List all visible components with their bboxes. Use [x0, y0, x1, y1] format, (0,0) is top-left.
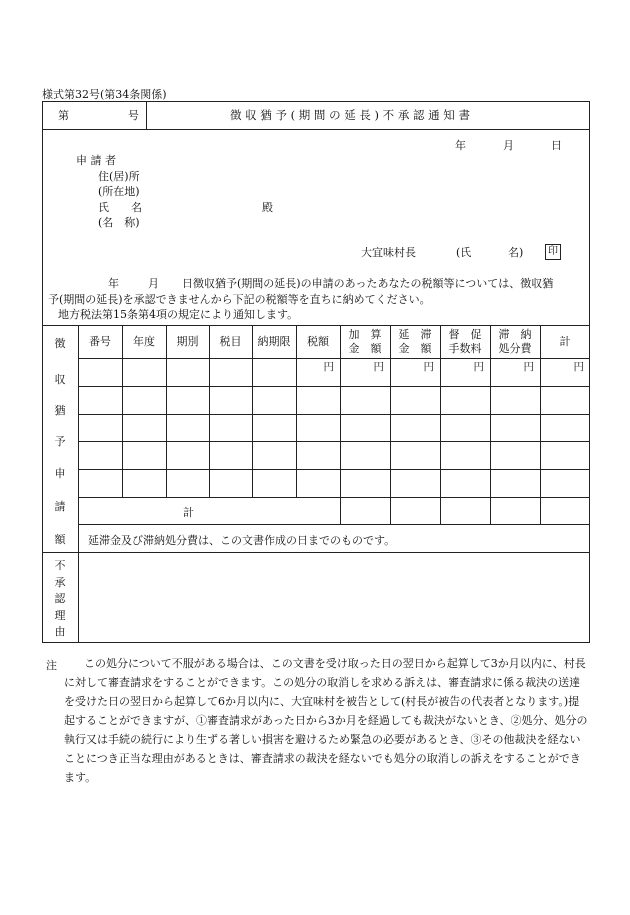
column-header: 計: [559, 334, 571, 348]
table-row-line: [42, 552, 590, 553]
seal-icon: 印: [545, 244, 561, 260]
number-prefix: 第: [58, 109, 69, 122]
date-day: 日: [551, 139, 562, 152]
yen-unit: 円: [323, 361, 334, 373]
note-prefix: 注: [46, 659, 57, 672]
applicant-label: 申 請 者: [76, 154, 116, 167]
table-row-line: [78, 497, 590, 498]
column-header: 期別: [176, 334, 199, 348]
body-year: 年: [108, 277, 119, 290]
side-label-char: 請: [54, 500, 66, 513]
honorific: 殿: [262, 201, 273, 214]
body-line3: 地方税法第15条第4項の規定により通知します。: [58, 308, 299, 321]
column-header: 税額: [307, 334, 329, 348]
table-row-line: [78, 386, 590, 387]
column-header: 納期限: [257, 334, 291, 348]
column-header: 督 促 手数料: [448, 327, 482, 355]
name-label: 氏 名: [98, 201, 142, 214]
body-line2: 予(期間の延長)を承認できませんから下記の税額等を直ちに納めてください。: [48, 293, 431, 306]
note-text: この処分について不服がある場合は、この文書を受け取った日の翌日から起算して3か月以内に、村長に対して審査請求をすることができます。この処分の取消しを求める訴えは、審査請求に係る裁決の送達を受けた日の翌日から起算して6か月以内に、大宜味村を被告として(村長が被告の代表者となります。)提起することができますが、①審査請求があった日から3か月を経過しても裁決がないとき、②処分、処分の執行又は手続の続行により生ずる著しい損害を避けるため緊急の必要があるとき、③その他裁決を経ないことにつき正当な理由があるときは、審査請求の裁決を経ないでも処分の取消しの訴えをすることができます。: [64, 657, 588, 784]
total-label: 計: [183, 506, 194, 519]
issuer-name-open: (氏: [456, 246, 472, 259]
column-header: 年度: [133, 334, 155, 348]
column-header: 税目: [219, 334, 242, 348]
side-label-char: 収: [54, 373, 66, 386]
column-header: 番号: [89, 334, 111, 348]
table-row-line: [78, 441, 590, 442]
column-header: 加 算 金 額: [348, 327, 382, 355]
yen-unit: 円: [523, 361, 534, 373]
org-name-label: (名 称): [98, 216, 140, 229]
side-label-char: 徴: [54, 337, 66, 350]
address-label: 住(居)所: [98, 170, 140, 183]
location-label: (所在地): [98, 185, 140, 198]
issuer-title: 大宜味村長: [361, 246, 416, 259]
yen-unit: 円: [423, 361, 434, 373]
reason-label-char: 由: [54, 625, 66, 638]
issuer-name-close: 名): [508, 246, 524, 259]
table-footnote: 延滞金及び滞納処分費は、この文書作成の日までのものです。: [88, 534, 396, 547]
yen-unit: 円: [473, 361, 484, 373]
document-title: 徴 収 猶 予 ( 期 間 の 延 長 ) 不 承 認 通 知 書: [230, 108, 470, 122]
reason-label-char: 認: [54, 592, 66, 605]
body-month: 月: [148, 277, 159, 290]
reason-label-char: 承: [54, 575, 66, 589]
body-line1: 日徴収猶予(期間の延長)の申請のあったあなたの税額等については、徴収猶: [182, 277, 554, 290]
yen-unit: 円: [373, 361, 384, 373]
table-row-line: [78, 414, 590, 415]
yen-unit: 円: [573, 361, 584, 373]
side-label-char: 申: [54, 467, 66, 480]
date-month: 月: [503, 139, 514, 152]
table-row-line: [78, 469, 590, 470]
side-label-char: 猶: [54, 404, 66, 417]
column-header: 延 滞 金 額: [398, 327, 432, 355]
column-header: 滞 納 処分費: [498, 327, 532, 355]
reason-label-char: 理: [54, 608, 66, 622]
table-row-line: [78, 524, 590, 525]
number-suffix: 号: [128, 109, 139, 122]
form-label: 様式第32号(第34条関係): [42, 88, 167, 101]
date-year: 年: [455, 139, 466, 152]
side-label-char: 額: [54, 533, 66, 546]
side-label-char: 予: [54, 435, 66, 448]
reason-label-char: 不: [54, 559, 66, 572]
